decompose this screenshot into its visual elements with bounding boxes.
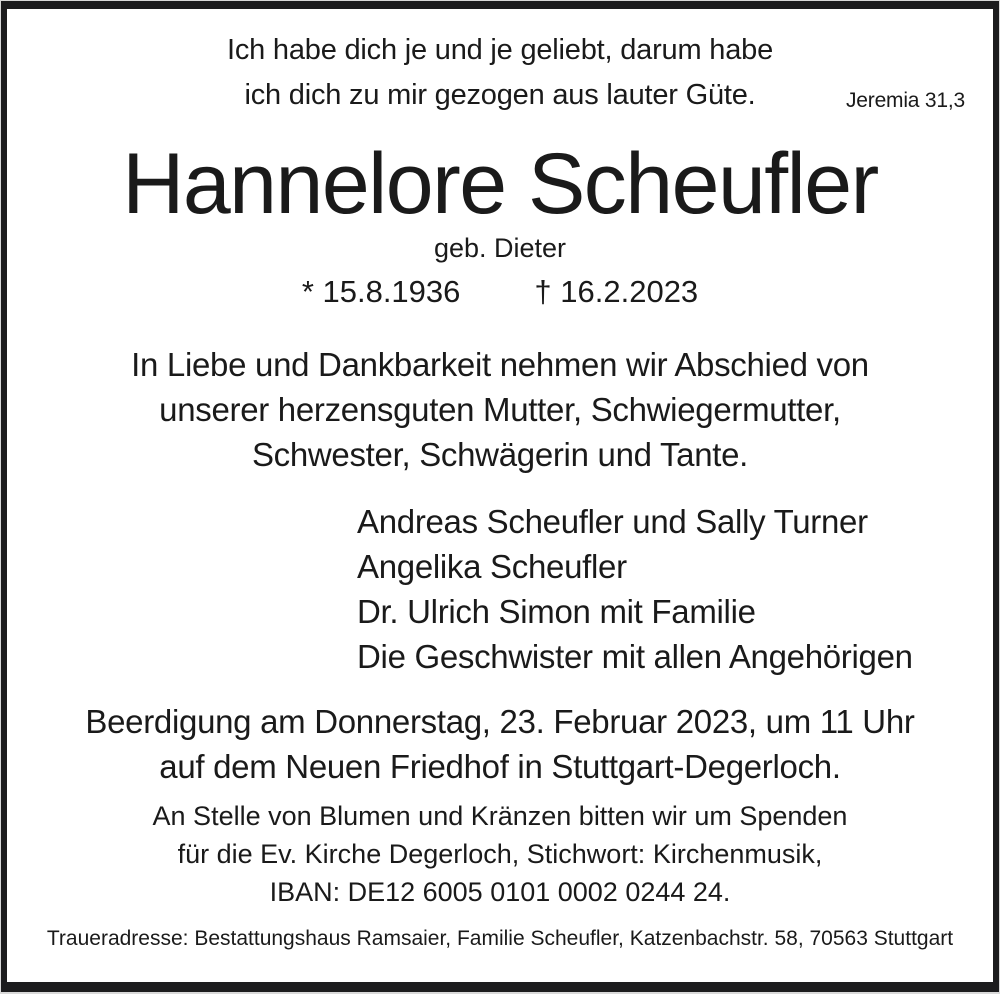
mourner-row: Dr. Ulrich Simon mit Familie [357, 593, 756, 630]
mourner-row: Andreas Scheufler und Sally Turner [357, 503, 868, 540]
quote-source: Jeremia 31,3 [846, 89, 965, 112]
announcement-line-2: unserer herzensguten Mutter, Schwiegermutter, [159, 391, 841, 428]
quote-line-1: Ich habe dich je und je geliebt, darum habe [226, 34, 773, 66]
funeral-info [7, 699, 993, 789]
mourner-row: Angelika Scheufler [357, 548, 627, 585]
funeral-line-1: Beerdigung am Donnerstag, 23. Februar 2023, um 11 Uhr [85, 703, 915, 740]
quote-line-2 [7, 73, 993, 118]
scripture-quote [7, 28, 993, 118]
maiden-name: geb. Dieter [433, 233, 567, 263]
funeral-line-2: auf dem Neuen Friedhof in Stuttgart-Degerloch. [159, 748, 841, 785]
announcement-line-3: Schwester, Schwägerin und Tante. [251, 436, 749, 473]
mourners-list [7, 499, 993, 679]
announcement-text [7, 342, 993, 477]
donation-line-1: An Stelle von Blumen und Kränzen bitten wir um Spenden [152, 801, 848, 831]
donation-line-2: für die Ev. Kirche Degerloch, Stichwort: Kirchenmusik, [177, 839, 823, 869]
obituary-card [1, 1, 999, 992]
announcement-line-1: In Liebe und Dankbarkeit nehmen wir Abschied von [131, 346, 869, 383]
donation-line-3: IBAN: DE12 6005 0101 0002 0244 24. [269, 877, 731, 907]
deceased-name: Hannelore Scheufler [122, 136, 878, 232]
mourning-address: Traueradresse: Bestattungshaus Ramsaier, Familie Scheufler, Katzenbachstr. 58, 70563 Stuttgart [46, 927, 954, 950]
life-dates [7, 272, 993, 312]
donation-info [7, 797, 993, 911]
mourner-row: Die Geschwister mit allen Angehörigen [357, 638, 913, 675]
birth-date: * 15.8.1936 [301, 274, 461, 309]
quote-line-2-text: ich dich zu mir gezogen aus lauter Güte. [244, 79, 756, 111]
death-date: † 16.2.2023 [534, 274, 699, 309]
